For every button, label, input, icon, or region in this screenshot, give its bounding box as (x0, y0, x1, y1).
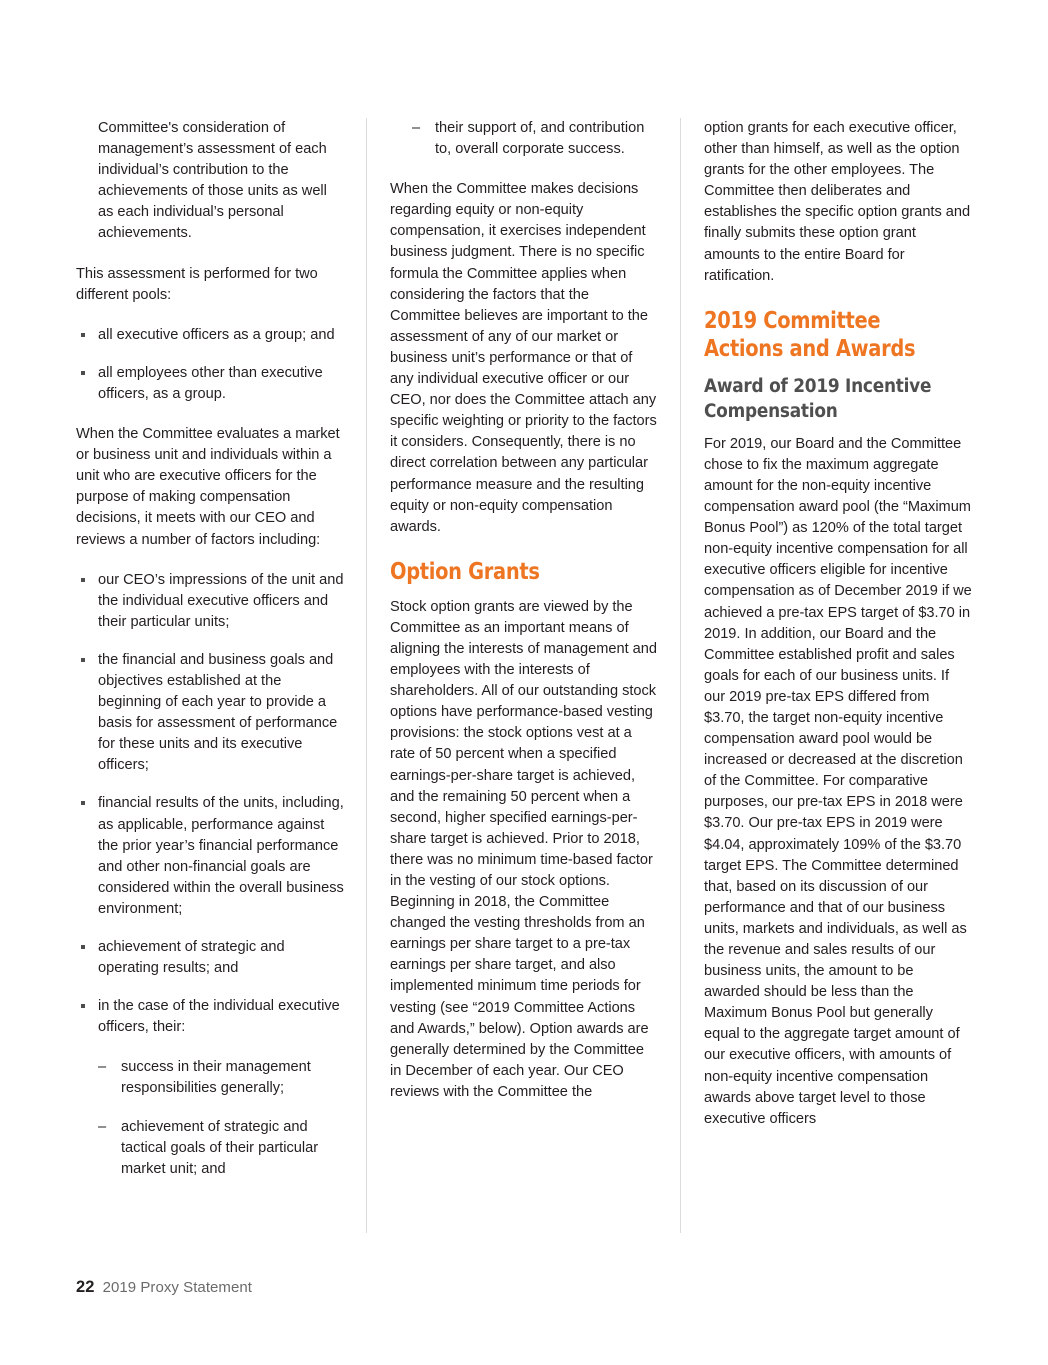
dash-icon: – (98, 1059, 107, 1076)
list-item-text: achievement of strategic and operating results; and (98, 939, 285, 977)
bullet-square-icon (81, 333, 85, 337)
footer-page-number: 22 (76, 1278, 95, 1296)
bullet-square-icon (81, 1004, 85, 1008)
list-item (76, 570, 344, 633)
column-one (76, 118, 344, 1233)
bullet-square-icon (81, 801, 85, 805)
footer-document-title: 2019 Proxy Statement (102, 1279, 252, 1296)
list-item-text: their support of, and contribution to, overall corporate success. (435, 120, 645, 158)
list-item (76, 793, 344, 920)
column-divider-rule (366, 118, 367, 1233)
list-item (76, 363, 344, 405)
list-item-text: all employees other than executive officers, as a group. (98, 364, 323, 402)
column-gap-two (658, 118, 704, 1233)
list-item (76, 937, 344, 979)
bullet-square-icon (81, 578, 85, 582)
bullet-list-pools (76, 325, 344, 405)
dash-sublist-officer-criteria (76, 1057, 344, 1179)
list-item-text: all executive officers as a group; and (98, 326, 335, 343)
list-item (412, 118, 658, 160)
paragraph: Committee's consideration of management’s assessment of each individual’s contribution to the achievements of those units as well as each individual’s personal achievements. (98, 120, 327, 242)
paragraph: This assessment is performed for two different pools: (76, 265, 318, 303)
dash-icon: – (412, 120, 421, 136)
list-item-text: our CEO’s impressions of the unit and the individual executive officers and their particular units; (98, 571, 344, 630)
column-three (704, 118, 972, 1233)
bullet-list-factors (76, 570, 344, 1039)
list-item-text: in the case of the individual executive officers, their: (98, 998, 340, 1036)
paragraph: When the Committee makes decisions regarding equity or non-equity compensation, it exercises independent business judgment. There is no specific formula the Committee applies when considering the factors that the Committee believes are important to the assessment of any of our market or business unit’s performance or that of any individual executive officer or our CEO, nor does the Committee attach any specific weighting or priority to the factors it considers. Consequently, there is no direct correlation between any particular performance measure and the resulting equity or non-equity compensation awards. (390, 181, 657, 535)
list-item-text: financial results of the units, including, as applicable, performance against the prior year’s financial performance and other non-financial goals are considered within the overall business environment; (98, 795, 344, 917)
heading-option-grants: Option Grants (390, 556, 540, 585)
list-item (76, 325, 344, 346)
column-divider-rule (680, 118, 681, 1233)
list-item (76, 650, 344, 777)
paragraph: When the Committee evaluates a market or business unit and individuals within a unit who are executive officers for the purpose of making compensation decisions, it meets with our CEO and reviews a number of factors including: (76, 426, 340, 548)
list-item-text: success in their management responsibilities generally; (121, 1059, 311, 1097)
dash-sublist-continued (390, 118, 658, 160)
bullet-square-icon (81, 945, 85, 949)
list-item-text: achievement of strategic and tactical goals of their particular market unit; and (121, 1118, 319, 1177)
paragraph: option grants for each executive officer, other than himself, as well as the option grants for the other employees. The Committee then deliberates and establishes the specific option grants and finally submits these option grant amounts to the entire Board for ratification. (704, 120, 971, 284)
paragraph: Stock option grants are viewed by the Committee as an important means of aligning the interests of management and employees with the interests of shareholders. All of our outstanding stock options have performance-based vesting provisions: the stock options vest at a rate of 50 percent when a specified earnings-per-share target is achieved, and the remaining 50 percent when a second, higher specified earnings-per-share target is achieved. Prior to 2018, there was no minimum time-based factor in the vesting of our stock options. Beginning in 2018, the Committee changed the vesting thresholds from an earnings per share target to a pre-tax earnings per share target, and also implemented minimum time periods for vesting (see “2019 Committee Actions and Awards,” below). Option awards are generally determined by the Committee in December of each year. Our CEO reviews with the Committee the (390, 598, 657, 1100)
bullet-square-icon (81, 371, 85, 375)
bullet-square-icon (81, 658, 85, 662)
paragraph: For 2019, our Board and the Committee chose to fix the maximum aggregate amount for the non-equity incentive compensation award pool (the “Maximum Bonus Pool”) as 120% of the total target non-equity incentive compensation for all executive officers eligible for incentive compensation as of December 2019 if we achieved a pre-tax EPS target of $3.70 in 2019. In addition, our Board and the Committee established profit and sales goals for each of our business units. If our 2019 pre-tax EPS differed from $3.70, the target non-equity incentive compensation award pool would be increased or decreased at the discretion of the Committee. For comparative purposes, our pre-tax EPS in 2018 were $3.70. Our pre-tax EPS in 2019 were $4.04, approximately 109% of the $3.70 target EPS. The Committee determined that, based on its discussion of our performance and that of our business units, markets and individuals, as well as the revenue and sales results of our business units, the amount to be awarded should be less than the Maximum Bonus Pool but generally equal to the aggregate target amount of our executive officers, with amounts of non-equity incentive compensation awards above target level to those executive officers (704, 435, 972, 1127)
list-item (98, 1117, 344, 1180)
column-gap-one (344, 118, 390, 1233)
heading-2019-committee-actions: 2019 Committee Actions and Awards (704, 305, 916, 362)
list-item (98, 1057, 344, 1099)
column-two (390, 118, 658, 1233)
list-item (76, 996, 344, 1038)
list-item-text: the financial and business goals and objectives established at the beginning of each year to provide a basis for assessment of performance for these units and its executive officers; (98, 651, 338, 774)
page-footer (76, 1278, 252, 1297)
three-column-body (76, 118, 972, 1233)
subheading-award-incentive-compensation: Award of 2019 Incentive Compensation (704, 375, 932, 422)
dash-icon: – (98, 1118, 107, 1135)
